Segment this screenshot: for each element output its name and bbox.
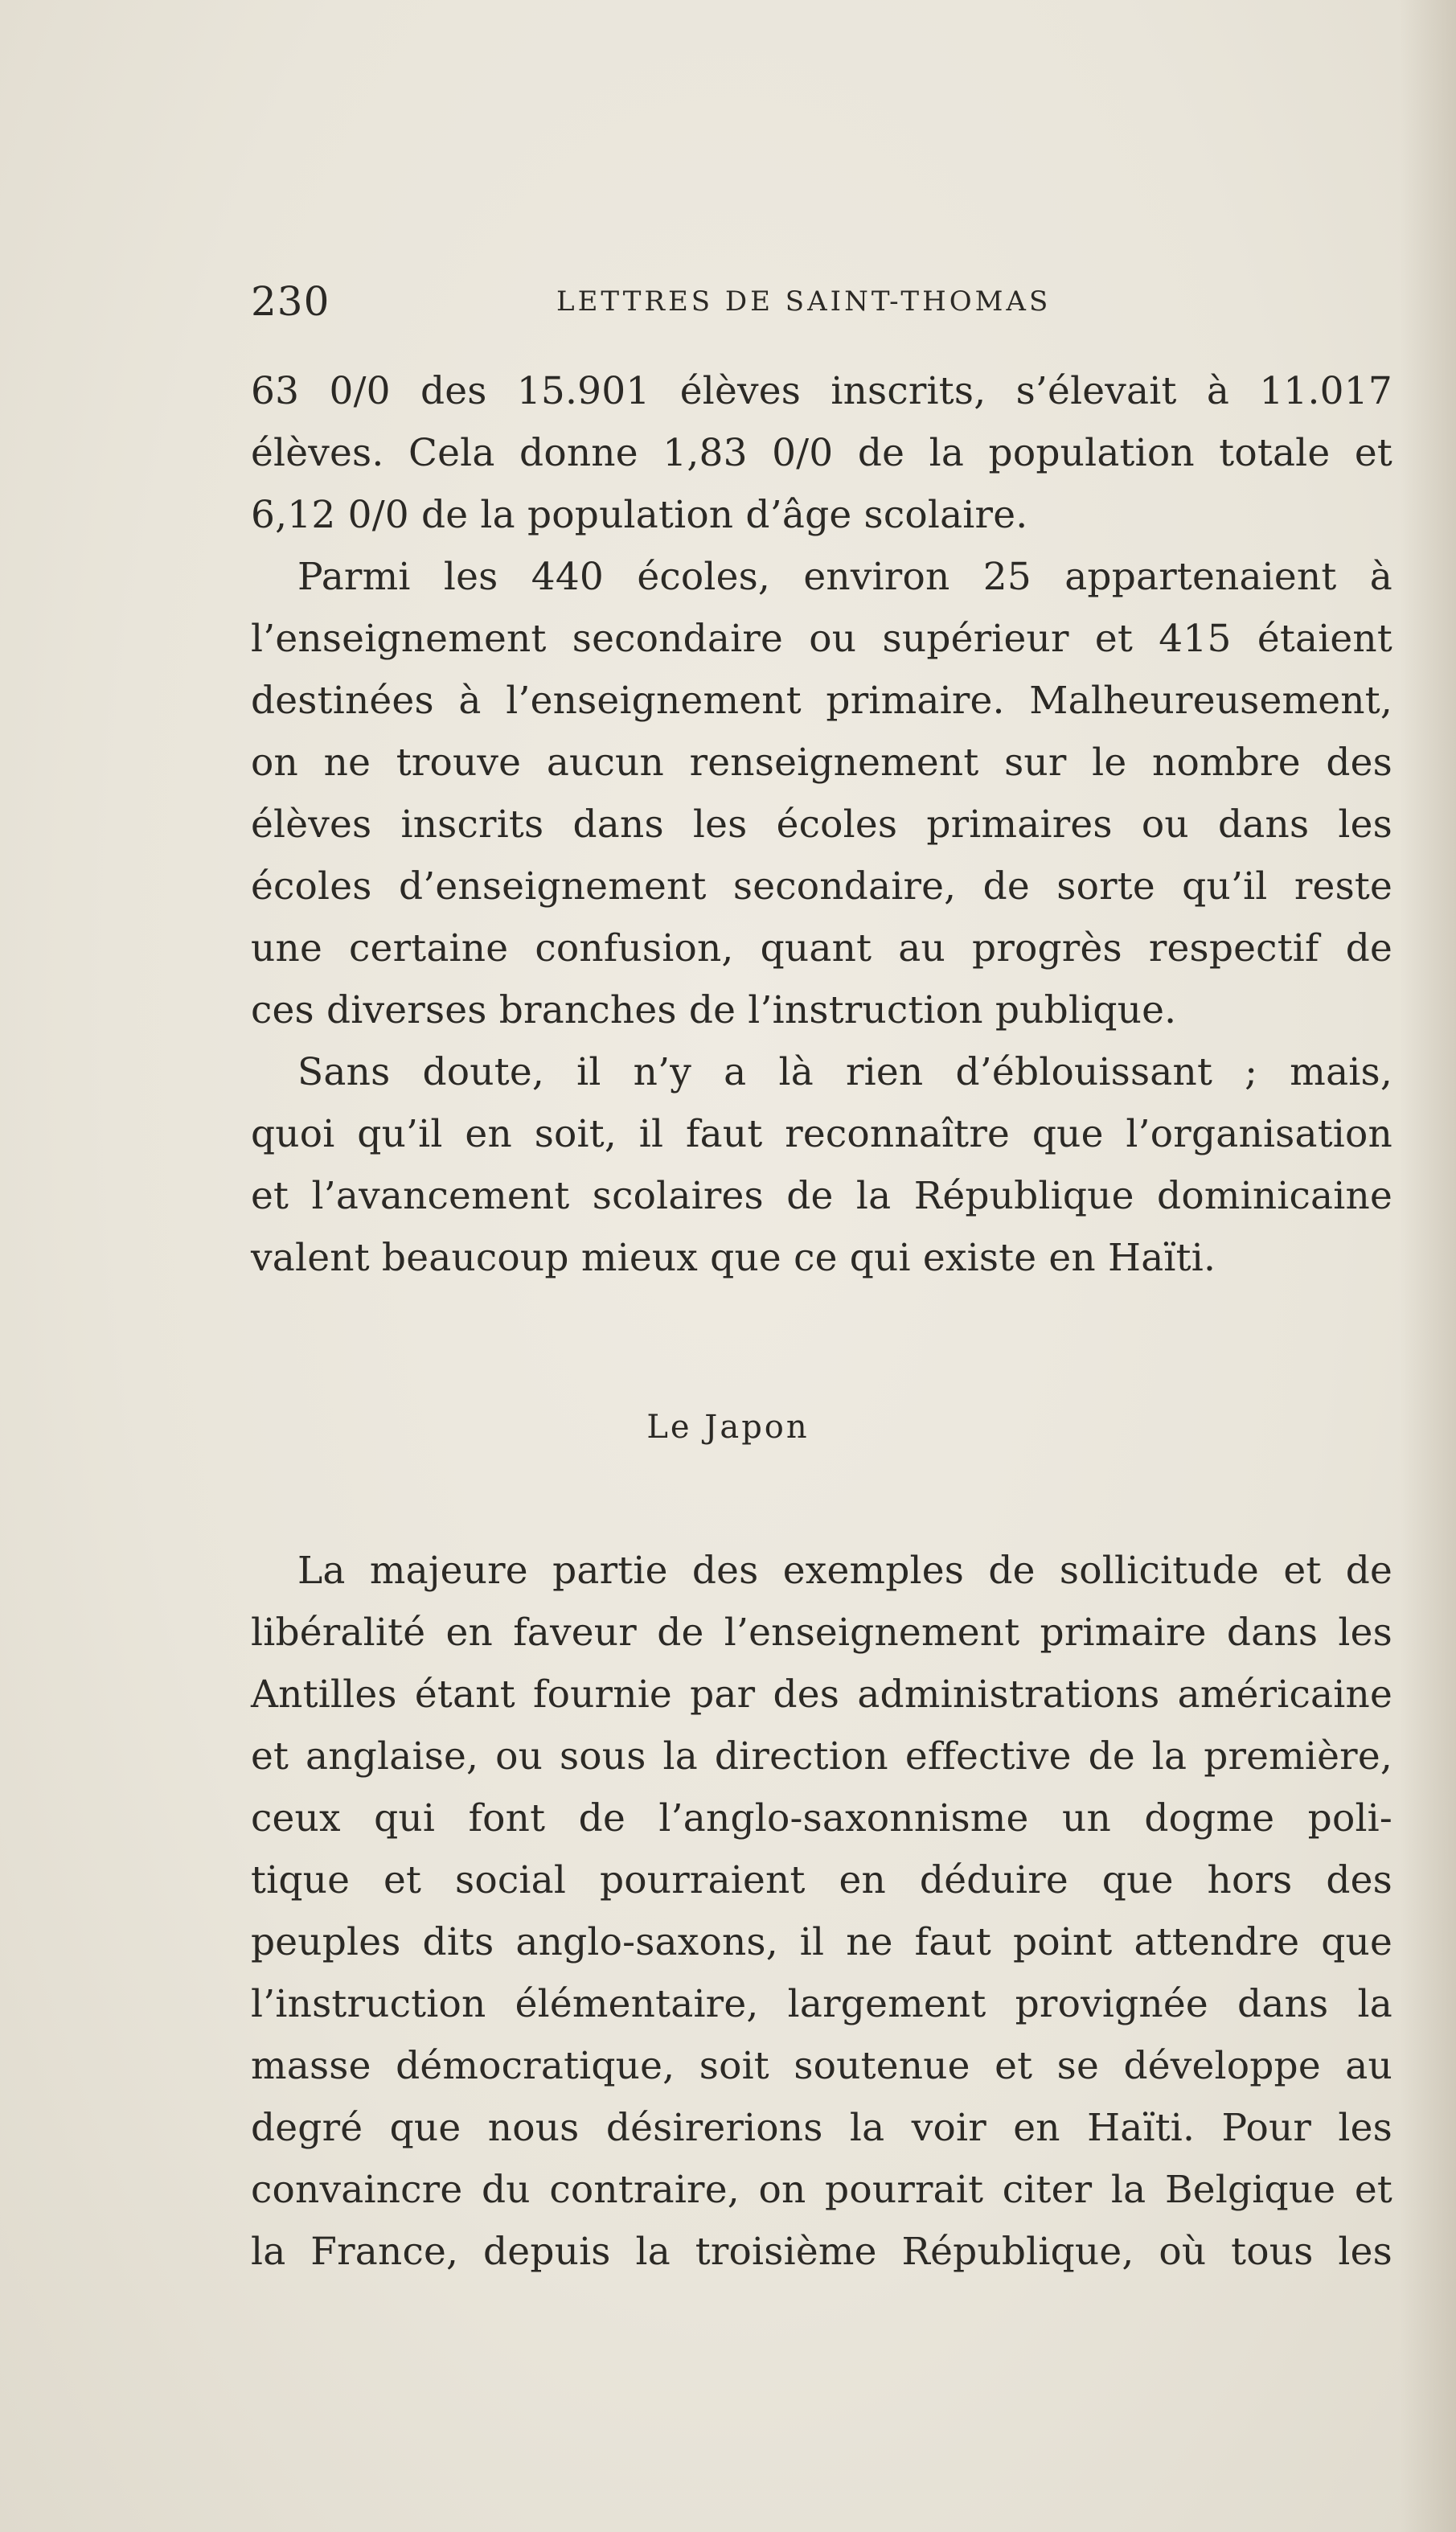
text-line: tique et social pourraient en déduire que hors des [251,1858,1392,1902]
text-line: masse démocratique, soit soutenue et se développe au [251,2044,1392,2088]
text-line: valent beaucoup mieux que ce qui existe en Haïti. [251,1236,1216,1280]
text-line: 6,12 0/0 de la population d’âge scolaire. [251,493,1028,537]
text-line: on ne trouve aucun renseignement sur le nombre des [251,741,1392,785]
text-line: et l’avancement scolaires de la République dominicaine [251,1174,1392,1218]
text-line: une certaine confusion, quant au progrès respectif de [251,926,1392,971]
running-title: LETTRES DE SAINT-THOMAS [556,285,1052,318]
text-line: élèves inscrits dans les écoles primaires ou dans les [251,802,1392,847]
page-number: 230 [251,278,330,325]
text-line: ceux qui font de l’anglo-saxonnisme un dogme poli- [251,1796,1392,1841]
text-line: convaincre du contraire, on pourrait citer la Belgique et [251,2168,1392,2212]
body-text-upper [251,360,1392,1289]
section-heading: Le Japon [646,1409,810,1446]
body-text-lower [251,1540,1392,2283]
text-line: la France, depuis la troisième République, où tous les [251,2230,1392,2274]
page-header [251,273,1392,330]
text-line: Antilles étant fournie par des administrations américaine [251,1672,1392,1717]
text-line: La majeure partie des exemples de sollicitude et de [297,1549,1392,1593]
text-line: Parmi les 440 écoles, environ 25 appartenaient à [297,555,1392,599]
paragraph-4 [251,1540,1392,2283]
text-line: destinées à l’enseignement primaire. Malheureusement, [251,679,1392,723]
text-line: ces diverses branches de l’instruction publique. [251,988,1177,1032]
text-line: élèves. Cela donne 1,83 0/0 de la population totale et [251,431,1392,475]
paragraph-2 [251,546,1392,1041]
text-line: degré que nous désirerions la voir en Haïti. Pour les [251,2106,1392,2150]
text-line: l’instruction élémentaire, largement provignée dans la [251,1982,1392,2026]
text-line: écoles d’enseignement secondaire, de sorte qu’il reste [251,864,1392,909]
page-edge-shadow [1400,0,1456,2532]
paragraph-1 [251,360,1392,546]
text-line: quoi qu’il en soit, il faut reconnaître que l’organisation [251,1112,1392,1156]
text-line: peuples dits anglo-saxons, il ne faut point attendre que [251,1920,1392,1964]
text-line: 63 0/0 des 15.901 élèves inscrits, s’élevait à 11.017 [251,369,1392,413]
text-line: libéralité en faveur de l’enseignement primaire dans les [251,1611,1392,1655]
text-line: Sans doute, il n’y a là rien d’éblouissant ; mais, [297,1050,1392,1094]
paragraph-3 [251,1041,1392,1289]
text-line: et anglaise, ou sous la direction effective de la première, [251,1734,1392,1779]
text-line: l’enseignement secondaire ou supérieur et 415 étaient [251,617,1392,661]
